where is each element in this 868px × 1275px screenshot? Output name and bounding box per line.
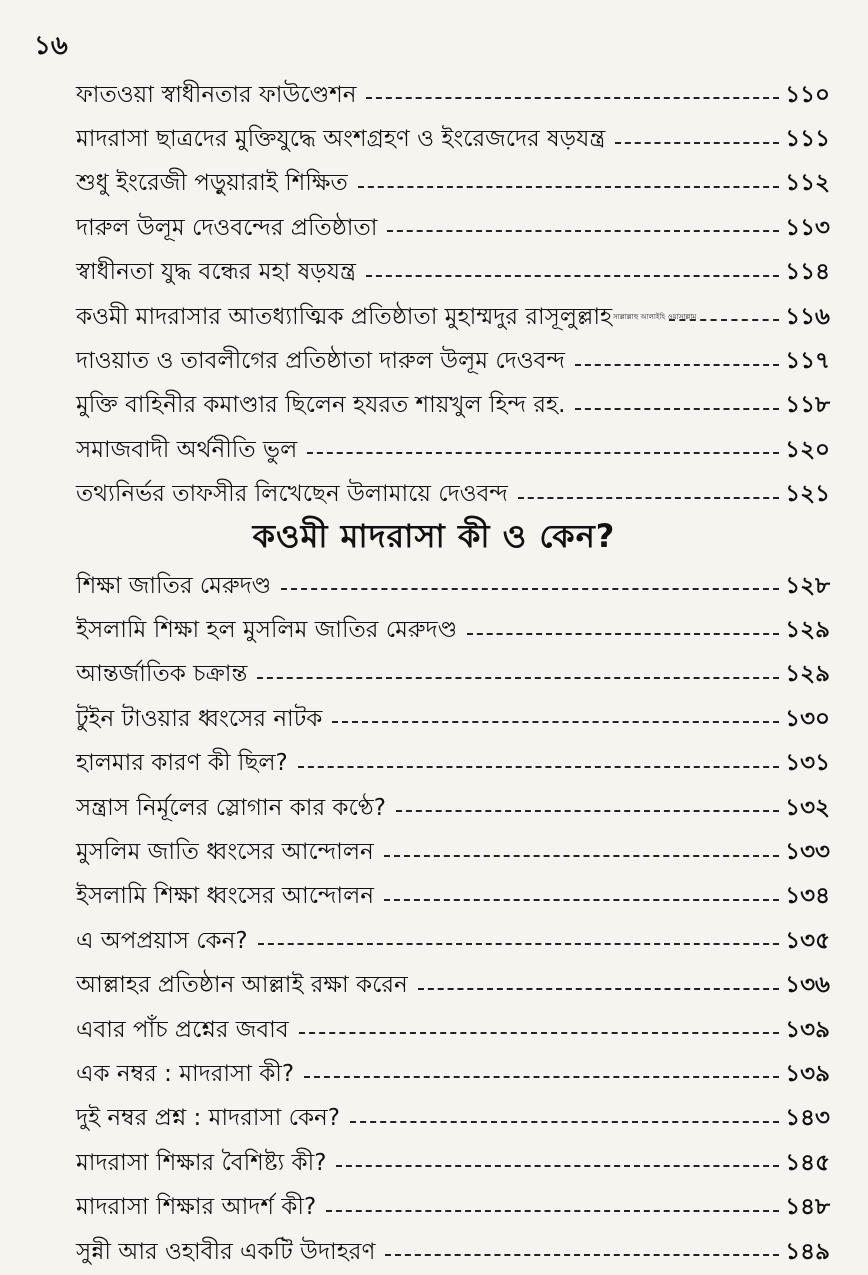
toc-entry <box>76 428 830 472</box>
toc-entry-page: ১৪৫ <box>785 1149 830 1176</box>
toc-entry <box>76 697 830 741</box>
toc-entry <box>76 295 830 339</box>
toc-entry-page: ১৩২ <box>785 794 830 821</box>
toc-entry <box>76 564 830 608</box>
toc-entry-title: দাওয়াত ও তাবলীগের প্রতিষ্ঠাতা দারুল উলূম দেওবন্দ <box>76 348 565 375</box>
toc-entry-title: মুসলিম জাতি ধ্বংসের আন্দোলন <box>76 839 374 866</box>
toc-entry <box>76 251 830 295</box>
toc-entry-title: ফাতওয়া স্বাধীনতার ফাউণ্ডেশন <box>76 81 357 108</box>
toc-list-section-2 <box>76 564 830 1274</box>
dot-leader <box>396 810 779 812</box>
toc-entry <box>76 964 830 1008</box>
toc-entry-page: ১৩৯ <box>785 1060 830 1087</box>
toc-entry-page: ১১৮ <box>785 392 830 419</box>
dot-leader <box>384 899 779 901</box>
toc-entry-title: ইসলামি শিক্ষা ধ্বংসের আন্দোলন <box>76 883 374 910</box>
toc-entry-title: সুন্নী আর ওহাবীর একটি উদাহরণ <box>76 1238 376 1265</box>
dot-leader <box>358 186 779 188</box>
toc-entry <box>76 162 830 206</box>
toc-entry-page: ১২১ <box>785 481 830 508</box>
toc-entry <box>76 339 830 383</box>
toc-entry-page: ১১২ <box>785 170 830 197</box>
dot-leader <box>257 677 779 679</box>
toc-entry-page: ১৩৯ <box>785 1016 830 1043</box>
toc-entry <box>76 608 830 652</box>
dot-leader <box>384 855 779 857</box>
dot-leader <box>304 1076 779 1078</box>
toc-entry <box>76 473 830 517</box>
toc-entry-page: ১১১ <box>785 126 830 153</box>
dot-leader <box>467 633 779 635</box>
toc-entry-title: এবার পাঁচ প্রশ্নের জবাব <box>76 1016 289 1043</box>
toc-entry-page: ১৪৯ <box>785 1238 830 1265</box>
toc-entry-title: এক নম্বর : মাদরাসা কী? <box>76 1060 295 1087</box>
toc-entry-title: স্বাধীনতা যুদ্ধ বন্ধের মহা ষড়যন্ত্র <box>76 259 356 286</box>
toc-entry-page: ১৪৮ <box>785 1194 830 1221</box>
toc-entry <box>76 1185 830 1229</box>
toc-entry-page: ১৩৬ <box>785 972 830 999</box>
dot-leader <box>385 1254 779 1256</box>
toc-entry <box>76 742 830 786</box>
dot-leader <box>332 721 779 723</box>
dot-leader <box>387 230 779 232</box>
toc-entry-page: ১৩৫ <box>785 927 830 954</box>
dot-leader <box>326 1210 779 1212</box>
page-number: ১৬ <box>34 31 68 61</box>
toc-entry-page: ১২৮ <box>785 572 830 599</box>
toc-entry-page: ১৩১ <box>785 750 830 777</box>
dot-leader <box>418 988 779 990</box>
toc-entry-title: মাদরাসা ছাত্রদের মুক্তিযুদ্ধে অংশগ্রহণ ও ইংরেজদের ষড়যন্ত্র <box>76 126 606 153</box>
toc-entry-page: ১৩৩ <box>785 839 830 866</box>
dot-leader <box>669 319 779 321</box>
toc-entry-title: মাদরাসা শিক্ষার বৈশিষ্ট্য কী? <box>76 1149 327 1176</box>
toc-entry <box>76 653 830 697</box>
toc-entry-title: এ অপপ্রয়াস কেন? <box>76 927 248 954</box>
toc-list-section-1 <box>76 73 830 517</box>
toc-entry-title: ইসলামি শিক্ষা হল মুসলিম জাতির মেরুদণ্ড <box>76 617 458 644</box>
toc-entry-page: ১২৯ <box>785 661 830 688</box>
toc-entry-title: দুই নম্বর প্রশ্ন : মাদরাসা কেন? <box>76 1105 340 1132</box>
dot-leader <box>350 1121 779 1123</box>
toc-entry-page: ১৪৩ <box>785 1105 830 1132</box>
toc-entry <box>76 73 830 117</box>
toc-entry <box>76 117 830 161</box>
dot-leader <box>307 452 779 454</box>
salutation-ligature: সাল্লাল্লাহু আলাইহি ওয়াসাল্লাম <box>613 312 697 321</box>
dot-leader <box>575 364 779 366</box>
toc-entry <box>76 1141 830 1185</box>
dot-leader <box>336 1165 779 1167</box>
dot-leader <box>366 275 779 277</box>
dot-leader <box>366 97 779 99</box>
toc-entry-page: ১১৭ <box>785 348 830 375</box>
dot-leader <box>615 142 779 144</box>
toc-entry <box>76 1008 830 1052</box>
section-heading: কওমী মাদরাসা কী ও কেন? <box>252 517 616 555</box>
toc-entry-title: আল্লাহর প্রতিষ্ঠান আল্লাই রক্ষা করেন <box>76 972 408 999</box>
toc-entry <box>76 919 830 963</box>
toc-entry <box>76 1052 830 1096</box>
dot-leader <box>518 497 779 499</box>
toc-entry-page: ১১০ <box>785 81 830 108</box>
toc-entry-title: টুইন টাওয়ার ধ্বংসের নাটক <box>76 705 323 732</box>
toc-entry <box>76 206 830 250</box>
toc-entry-title: হালমার কারণ কী ছিল? <box>76 750 288 777</box>
toc-entry <box>76 830 830 874</box>
toc-entry-page: ১৩৪ <box>785 883 830 910</box>
toc-entry <box>76 786 830 830</box>
dot-leader <box>299 1032 780 1034</box>
toc-entry-title: সন্ত্রাস নির্মূলের স্লোগান কার কণ্ঠে? <box>76 794 386 821</box>
toc-entry-title: শুধু ইংরেজী পড়ুয়ারাই শিক্ষিত <box>76 170 348 197</box>
dot-leader <box>575 408 779 410</box>
toc-entry-page: ১২৯ <box>785 617 830 644</box>
dot-leader <box>281 588 779 590</box>
toc-entry <box>76 875 830 919</box>
toc-entry-page: ১২০ <box>785 436 830 463</box>
toc-entry-title: আন্তর্জাতিক চক্রান্ত <box>76 661 248 688</box>
toc-entry-page: ১১৩ <box>785 214 830 241</box>
toc-entry-title: মুক্তি বাহিনীর কমাণ্ডার ছিলেন হযরত শায়খুল হিন্দ রহ. <box>76 392 566 419</box>
toc-entry <box>76 384 830 428</box>
toc-entry-title: শিক্ষা জাতির মেরুদণ্ড <box>76 572 272 599</box>
toc-entry <box>76 1230 830 1274</box>
toc-entry-page: ১৩০ <box>785 705 830 732</box>
toc-entry-title: মাদরাসা শিক্ষার আদর্শ কী? <box>76 1194 317 1221</box>
toc-entry-title: তথ্যনির্ভর তাফসীর লিখেছেন উলামায়ে দেওবন্দ <box>76 481 508 508</box>
toc-entry-title: কওমী মাদরাসার আতধ্যাত্মিক প্রতিষ্ঠাতা মুহাম্মদুর রাসূলুল্লাহ <box>76 303 613 330</box>
toc-entry-title: দারুল উলূম দেওবন্দের প্রতিষ্ঠাতা <box>76 214 378 241</box>
dot-leader <box>298 766 779 768</box>
toc-entry-title: সমাজবাদী অর্থনীতি ভুল <box>76 436 298 463</box>
dot-leader <box>258 943 780 945</box>
toc-entry-page: ১১৪ <box>785 259 830 286</box>
toc-entry-page: ১১৬ <box>785 303 830 330</box>
toc-entry <box>76 1097 830 1141</box>
